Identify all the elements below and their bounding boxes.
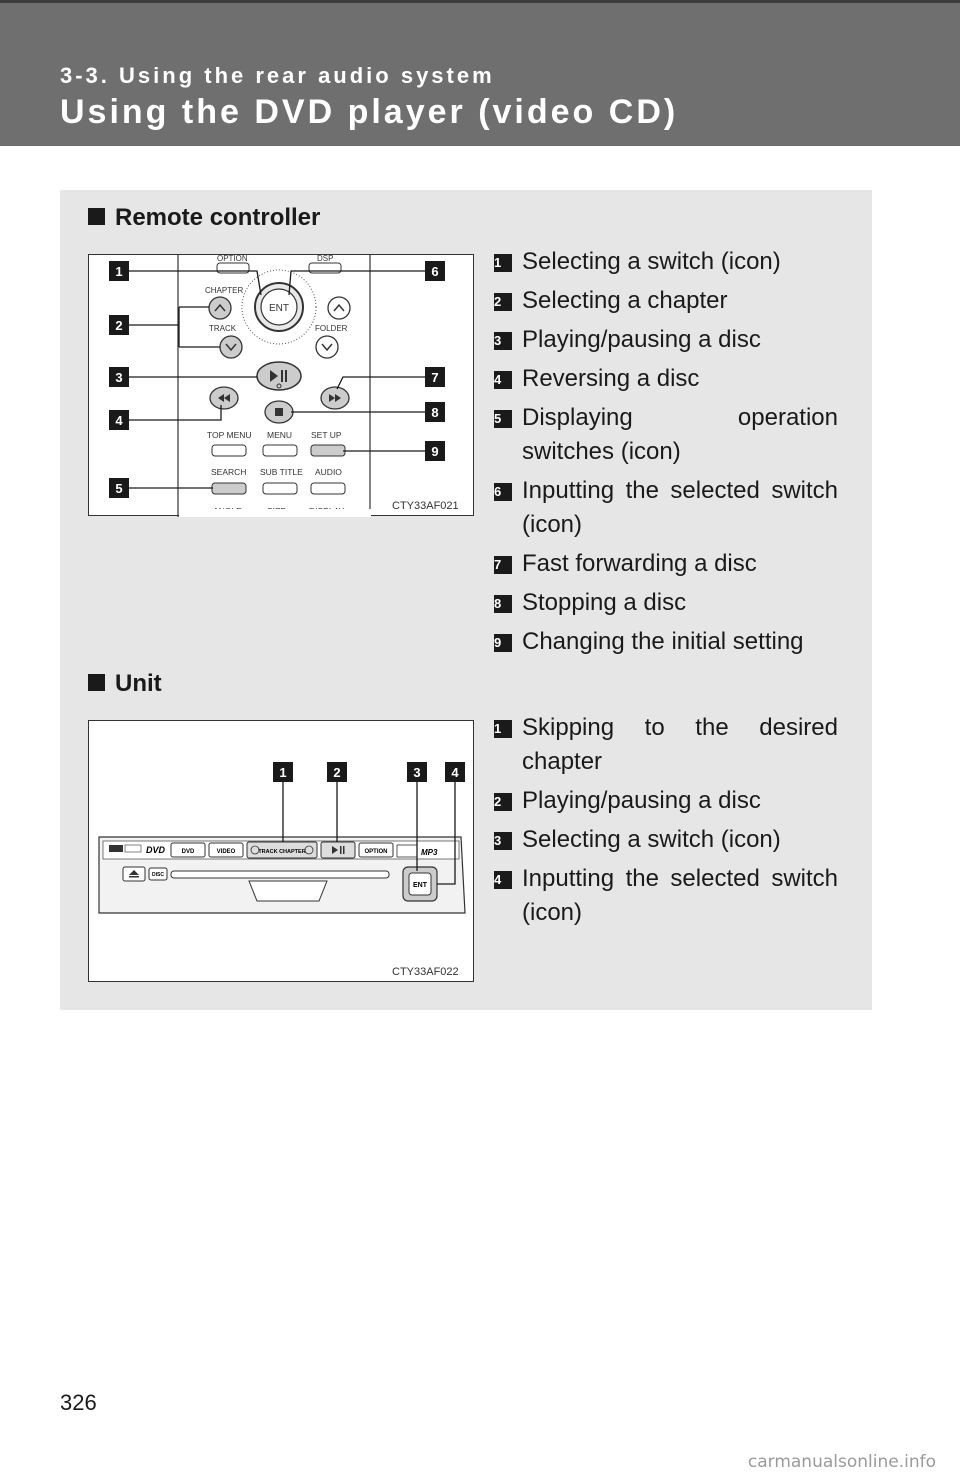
dsp-label: DSP (317, 255, 334, 263)
audio-label: AUDIO (315, 467, 342, 477)
mp3-logo: MP3 (421, 848, 438, 857)
unit-illustration (89, 721, 475, 983)
option-key-label: OPTION (364, 849, 388, 855)
list-item: 1 Selecting a switch (icon) (494, 248, 781, 275)
watermark: carmanualsonline.info (747, 1452, 936, 1472)
chapter-label: CHAPTER (205, 286, 244, 295)
list-item: 4 Inputting the selected switch (icon) (494, 865, 838, 926)
play-pause-icon (257, 362, 301, 390)
track-chapter-label: TRACK CHAPTER (258, 849, 306, 855)
menu-label: MENU (267, 430, 293, 440)
list-item: 6 Inputting the selected switch (icon) (494, 477, 838, 538)
page-number: 326 (60, 1390, 97, 1415)
remote-figure (88, 254, 474, 516)
svg-text:9: 9 (431, 444, 439, 459)
remote-heading: Remote controller (88, 204, 320, 232)
list-item: 3 Selecting a switch (icon) (494, 826, 781, 853)
folder-up-key (328, 297, 350, 319)
svg-text:4: 4 (451, 765, 459, 780)
option-label: OPTION (217, 255, 248, 263)
set-up-label: SET UP (311, 430, 342, 440)
folder-label: FOLDER (315, 324, 348, 333)
list-item: 8 Stopping a disc (494, 589, 687, 616)
remote-item-list (494, 245, 838, 664)
top-menu-label: TOP MENU (207, 430, 252, 440)
track-label: TRACK (209, 324, 237, 333)
list-item: 1 Skipping to the desired chapter (494, 714, 838, 775)
unit-item-list (494, 711, 838, 935)
square-bullet-icon (88, 208, 105, 225)
chapter-down-key (220, 336, 242, 358)
list-item: 5 Displaying operation switches (icon) (494, 404, 838, 465)
svg-text:6: 6 (431, 264, 439, 279)
svg-text:2: 2 (333, 765, 341, 780)
video-key-label: VIDEO (216, 849, 236, 855)
section-label: 3-3. Using the rear audio system (60, 63, 495, 88)
list-item: 4 Reversing a disc (494, 365, 700, 392)
folder-down-key (316, 336, 338, 358)
svg-text:1: 1 (279, 765, 287, 780)
list-item: 2 Playing/pausing a disc (494, 787, 761, 814)
list-item: 9 Changing the initial setting (494, 628, 804, 655)
unit-figure (88, 720, 474, 982)
unit-heading: Unit (88, 670, 162, 698)
remote-illustration (89, 255, 475, 517)
unit-figure-code: CTY33AF022 (392, 966, 459, 978)
list-item: 2 Selecting a chapter (494, 287, 728, 314)
svg-text:8: 8 (431, 405, 439, 420)
ent-label: ENT (269, 303, 289, 314)
svg-text:2: 2 (115, 318, 123, 333)
sub-title-label: SUB TITLE (260, 467, 303, 477)
svg-text:4: 4 (115, 413, 123, 428)
dvd-logo: DVD (146, 845, 166, 855)
chapter-up-key (209, 297, 231, 319)
dvd-key-label: DVD (181, 849, 195, 855)
page-title: Using the DVD player (video CD) (60, 93, 679, 131)
svg-text:1: 1 (115, 264, 123, 279)
ent-key-label: ENT (413, 882, 427, 889)
disc-key-label: DISC (152, 872, 164, 878)
svg-text:3: 3 (115, 370, 123, 385)
remote-figure-code: CTY33AF021 (392, 500, 459, 512)
svg-text:3: 3 (413, 765, 421, 780)
set-up-key (311, 445, 345, 456)
search-key (212, 483, 246, 494)
square-bullet-icon (88, 674, 105, 691)
search-label: SEARCH (211, 467, 247, 477)
list-item: 3 Playing/pausing a disc (494, 326, 761, 353)
page-header (0, 0, 960, 146)
list-item: 7 Fast forwarding a disc (494, 550, 757, 577)
svg-text:5: 5 (115, 481, 123, 496)
svg-text:7: 7 (431, 370, 439, 385)
